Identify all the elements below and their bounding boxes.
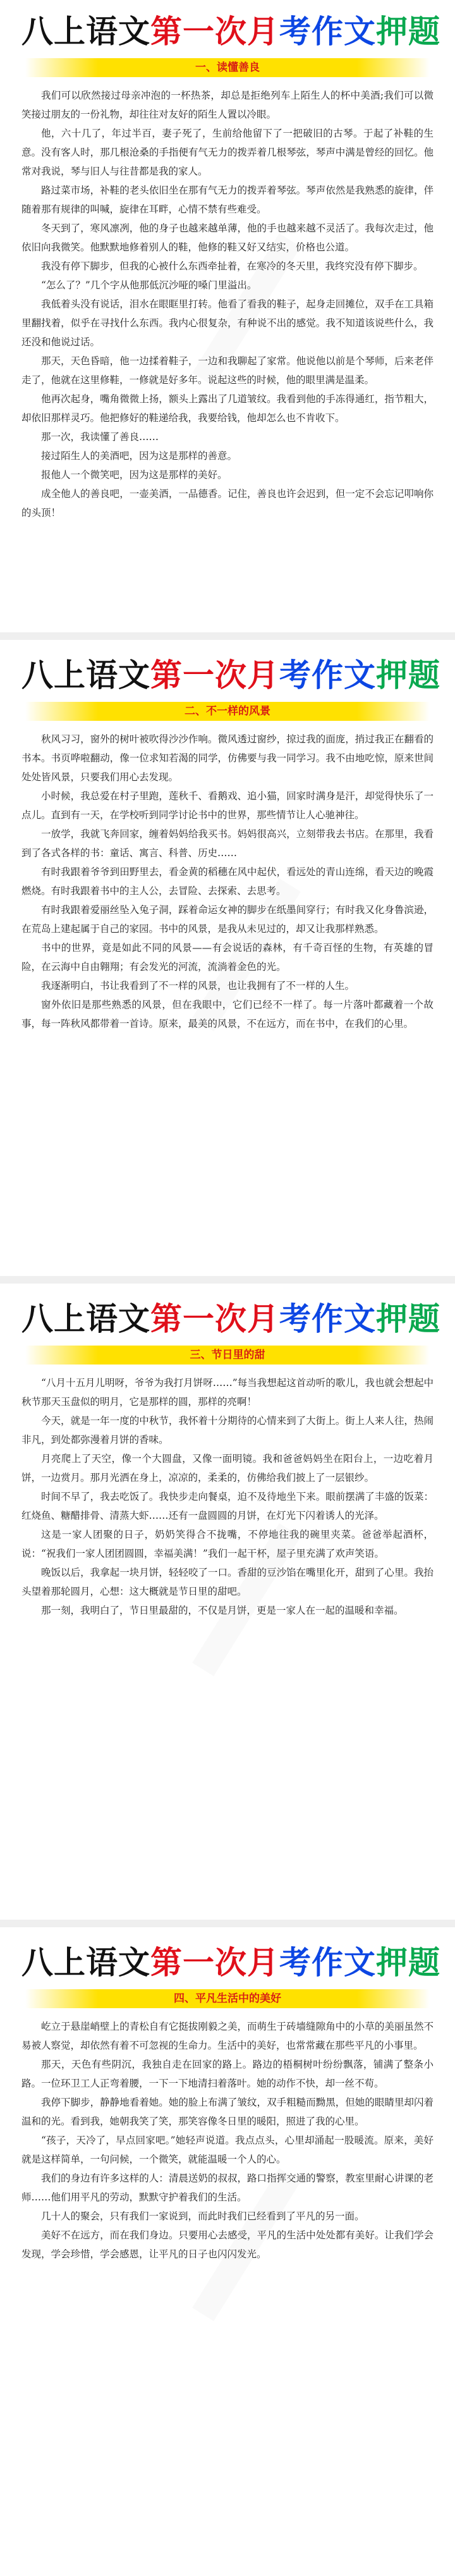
section-divider: [0, 632, 455, 640]
essay-section-2: [0, 644, 455, 1270]
paragraph: 他，六十几了，年过半百，妻子死了，生前给他留下了一把破旧的古琴。于起了补鞋的生意。没有客人时，那几根沧桑的手指便有气无力的拨弄着几根琴弦，琴声中满是曾经的回忆。他常对我说，琴与旧人与往昔都是我的家人。: [21, 128, 434, 177]
heading-part4: 押题: [376, 13, 440, 50]
section-heading: [21, 11, 440, 52]
section-tag: 三、节日里的甜: [25, 1346, 430, 1365]
paragraph: “孩子，天冷了，早点回家吧。”她轻声说道。我点点头，心里却涌起一股暖流。原来，美好就是这样简单，一句问候，一个微笑，就能温暖一个人的心。: [21, 2135, 434, 2165]
section-tag: 四、平凡生活中的美好: [25, 1989, 430, 2008]
paragraph: 我没有停下脚步，但我的心被什么东西牵扯着，在寒冷的冬天里，我终究没有停下脚步。: [41, 261, 423, 272]
paragraph: 我们的身边有许多这样的人：清晨送奶的叔叔，路口指挥交通的警察，教室里耐心讲课的老师……他们用平凡的劳动，默默守护着我们的生活。: [21, 2173, 434, 2203]
heading-part2: 第一次月: [150, 1944, 279, 1981]
section-divider: [0, 1276, 455, 1284]
section-heading: [21, 1299, 440, 1339]
paragraph: 秋风习习，窗外的树叶被吹得沙沙作响。微风透过窗纱，掠过我的面庞，捎过我正在翻看的书本。书页哗啦翻动，像一位求知若渴的同学，仿佛要与我一同学习。我不由地吃惊，原来世间处处皆风景，只要我们用心去发现。: [21, 733, 434, 783]
paragraph: 我们可以欣然接过母亲冲泡的一杯热茶，却总是拒绝列车上陌生人的杯中美酒;我们可以微笑接过朋友的一份礼物，却往往对友好的陌生人置以冷眼。: [21, 90, 434, 120]
paragraph: 那天，天色昏暗，他一边揉着鞋子，一边和我聊起了家常。他说他以前是个琴师，后来老伴走了，他就在这里修鞋，一修就是好多年。说起这些的时候，他的眼里满是温柔。: [21, 355, 434, 386]
heading-part4: 押题: [376, 657, 440, 694]
paragraph: 我停下脚步，静静地看着她。她的脸上布满了皱纹，双手粗糙而黝黑，但她的眼睛里却闪着温和的光。看到我，她朝我笑了笑，那笑容像冬日里的暖阳，照进了我的心里。: [21, 2097, 434, 2127]
section-heading: [21, 655, 440, 696]
heading-part4: 押题: [376, 1944, 440, 1981]
paragraph: 那一刻，我明白了，节日里最甜的，不仅是月饼，更是一家人在一起的温暖和幸福。: [41, 1605, 404, 1616]
heading-part4: 押题: [376, 1301, 440, 1337]
paragraph: 我低着头没有说话，泪水在眼眶里打转。他看了看我的鞋子，起身走回摊位，双手在工具箱里翻找着，似乎在寻找什么东西。我内心很复杂，有种说不出的感觉。我不知道该说些什么，我还没和他说过话。: [21, 298, 434, 348]
heading-part3: 考作文: [279, 657, 376, 694]
paragraph: 月亮爬上了天空，像一个大圆盘，又像一面明镜。我和爸爸妈妈坐在阳台上，一边吃着月饼，一边赏月。那月光洒在身上，凉凉的，柔柔的，仿佛给我们披上了一层银纱。: [21, 1453, 434, 1483]
heading-part2: 第一次月: [150, 13, 279, 50]
essay-section-4: [0, 1931, 455, 2570]
paragraph: 时间不早了，我去吃饭了。我快步走向餐桌，迫不及待地坐下来。眼前摆满了丰盛的饭菜：红烧鱼、糖醋排骨、清蒸大虾……还有一盘圆圆的月饼，在灯光下闪着诱人的光泽。: [21, 1491, 434, 1521]
paragraph: 晚饭以后，我拿起一块月饼，轻轻咬了一口。香甜的豆沙馅在嘴里化开，甜到了心里。我抬头望着那轮圆月，心想：这大概就是节日里的甜吧。: [21, 1567, 434, 1597]
essay-section-3: [0, 1287, 455, 1913]
paragraph: 几十人的聚会，只有我们一家说到，而此时我们已经看到了平凡的另一面。: [41, 2211, 365, 2222]
paragraph: 有时我跟着爷爷到田野里去，看金黄的稻穗在风中起伏，看远处的青山连绵，看天边的晚霞燃烧。有时我跟着书中的主人公，去冒险、去探索、去思考。: [21, 866, 434, 897]
paragraph: 他再次起身，嘴角微微上扬，额头上露出了几道皱纹。我看到他的手冻得通红，指节粗大，却依旧那样灵巧。他把修好的鞋递给我，我要给钱，他却怎么也不肯收下。: [21, 393, 434, 424]
paragraph: 接过陌生人的美酒吧，因为这是那样的善意。: [41, 450, 238, 462]
paragraph: 那天，天色有些阴沉，我独自走在回家的路上。路边的梧桐树叶纷纷飘落，铺满了整条小路。一位环卫工人正弯着腰，一下一下地清扫着落叶。她的动作不快，却一丝不苟。: [21, 2059, 434, 2089]
paragraph: 那一次，我读懂了善良……: [41, 431, 159, 443]
heading-part3: 考作文: [279, 1944, 376, 1981]
heading-part1: 八上语文: [21, 1301, 150, 1337]
heading-part3: 考作文: [279, 1301, 376, 1337]
paragraph: 小时候，我总爱在村子里跑，莲秋千、看鹅戏、追小猫，回家时满身是汗，却觉得快乐了一点儿。直到有一天，在学校听到同学讨论书中的世界，那些情节让人心驰神往。: [21, 790, 434, 821]
paragraph: 冬天到了，寒风凛冽，他的身子也越来越单薄，他的手也越来越不灵活了。我每次走过，他依旧向我微笑。他默默地修着别人的鞋，他修的鞋又好又结实，价格也公道。: [21, 223, 434, 253]
paragraph: 书中的世界，竟是如此不同的风景——有会说话的森林，有千奇百怪的生物，有英雄的冒险，在云海中自由翱翔；有会发光的河流，流淌着金色的光。: [21, 942, 434, 972]
paragraph: 报他人一个微笑吧，因为这是那样的美好。: [41, 469, 228, 481]
paragraph: 屹立于悬崖峭壁上的青松自有它挺拔刚毅之美，而萌生于砖墙缝隙角中的小草的美丽虽然不易被人察觉，却依然有着不可忽视的生命力。生活中的美好，也常常藏在那些平凡的小事里。: [21, 2021, 434, 2051]
paragraph: “八月十五月儿明呀，爷爷为我打月饼呀……”每当我想起这首动听的歌儿，我也就会想起中秋节那天玉盘似的明月，它是那样的圆，那样的亮啊！: [21, 1377, 434, 1408]
paragraph: 窗外依旧是那些熟悉的风景，但在我眼中，它们已经不一样了。每一片落叶都藏着一个故事，每一阵秋风都带着一首诗。原来，最美的风景，不在远方，而在书中，在我们的心里。: [21, 999, 434, 1029]
paragraph: 我逐渐明白，书让我看到了不一样的风景，也让我拥有了不一样的人生。: [41, 980, 355, 991]
paragraph: “怎么了？”几个字从他那低沉沙哑的嗓门里溢出。: [41, 279, 257, 291]
paragraph: 路过菜市场，补鞋的老头依旧坐在那有气无力的拨弄着琴弦。琴声依然是我熟悉的旋律，伴随着那有规律的叫喊，旋律在耳畔，心情不禁有些难受。: [21, 185, 434, 215]
paragraph: 成全他人的善良吧，一壶美酒，一品德香。记住，善良也许会迟到，但一定不会忘记叩响你的头顶！: [21, 488, 434, 518]
heading-part3: 考作文: [279, 13, 376, 50]
heading-part1: 八上语文: [21, 657, 150, 694]
section-divider: [0, 1920, 455, 1927]
paragraph: 美好不在远方，而在我们身边。只要用心去感受，平凡的生活中处处都有美好。让我们学会发现，学会珍惜，学会感恩，让平凡的日子也闪闪发光。: [21, 2229, 434, 2260]
section-heading: [21, 1942, 440, 1983]
paragraph: 一放学，我就飞奔回家，缠着妈妈给我买书。妈妈很高兴，立刻带我去书店。在那里，我看到了各式各样的书：童话、寓言、科普、历史……: [21, 828, 434, 859]
heading-part1: 八上语文: [21, 13, 150, 50]
section-tag: 二、不一样的风景: [25, 702, 430, 721]
paragraph: 有时我跟着爱丽丝坠入兔子洞，踩着命运女神的脚步在纸墨间穿行；有时我又化身鲁滨逊，在荒岛上建起属于自己的家园。书中的风景，是我从未见过的，却又让我那样熟悉。: [21, 904, 434, 935]
paragraph: 这是一家人团聚的日子，奶奶笑得合不拢嘴，不停地往我的碗里夹菜。爸爸举起酒杯，说：“祝我们一家人团团圆圆，幸福美满！”我们一起干杯，屋子里充满了欢声笑语。: [21, 1529, 434, 1559]
section-tag: 一、读懂善良: [25, 58, 430, 77]
heading-part1: 八上语文: [21, 1944, 150, 1981]
essay-section-1: [0, 0, 455, 626]
paragraph: 今天，就是一年一度的中秋节，我怀着十分期待的心情来到了大街上。街上人来人往，热闹非凡，到处都弥漫着月饼的香味。: [21, 1415, 434, 1445]
heading-part2: 第一次月: [150, 657, 279, 694]
heading-part2: 第一次月: [150, 1301, 279, 1337]
